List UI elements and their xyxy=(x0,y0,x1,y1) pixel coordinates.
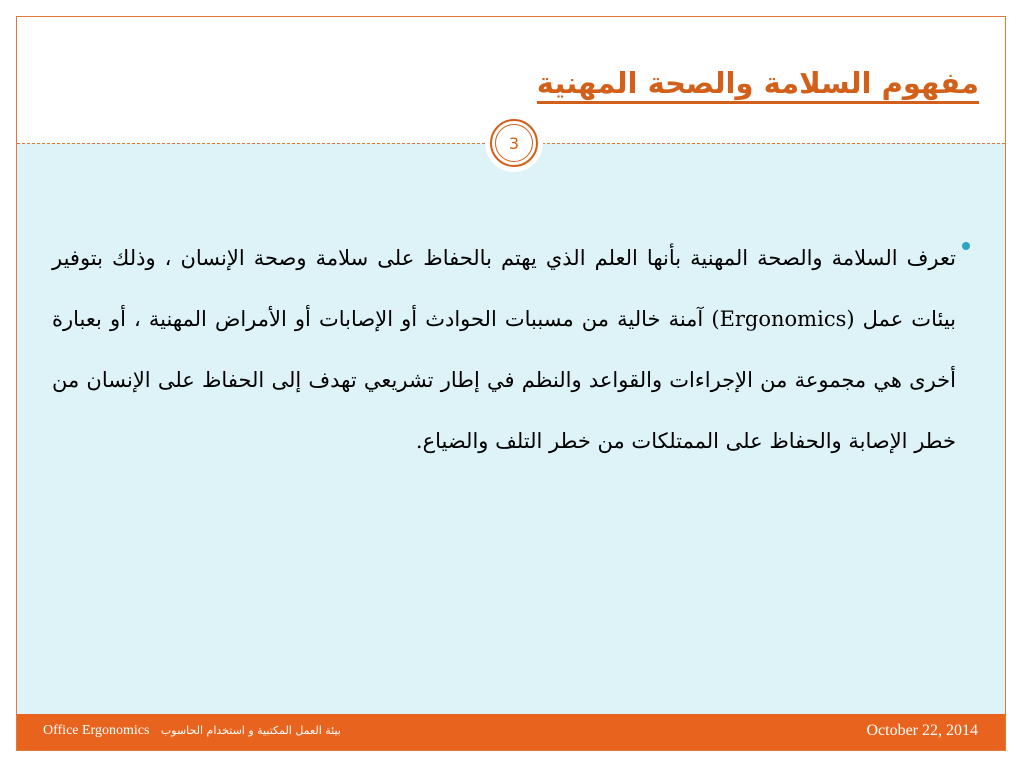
footer-date: October 22, 2014 xyxy=(866,722,978,739)
footer-caption-en: Office Ergonomics xyxy=(43,723,150,738)
footer-caption-ar: بيئة العمل المكتبية و استخدام الحاسوب xyxy=(160,724,341,737)
slide xyxy=(16,16,1006,751)
page-number: 3 xyxy=(495,124,533,162)
slide-title: مفهوم السلامة والصحة المهنية xyxy=(537,67,979,104)
page-number-ring xyxy=(490,119,538,167)
footer xyxy=(17,714,1005,750)
page-number-badge xyxy=(485,114,543,172)
bullet-icon xyxy=(962,242,970,250)
footer-caption xyxy=(43,723,341,739)
body-paragraph: تعرف السلامة والصحة المهنية بأنها العلم الذي يهتم بالحفاظ على سلامة وصحة الإنسان ، وذلك بتوفير بيئات عمل (Ergonomics) آمنة خالية من مسببات الحوادث أو الإصابات أو الأمراض المهنية ، أو بعبارة أخرى هي مجموعة من الإجراءات والقواعد والنظم في إطار تشريعي تهدف إلى الحفاظ على الإنسان من خطر الإصابة والحفاظ على الممتلكات من خطر التلف والضياع. xyxy=(52,246,956,453)
content-area xyxy=(17,144,1005,716)
